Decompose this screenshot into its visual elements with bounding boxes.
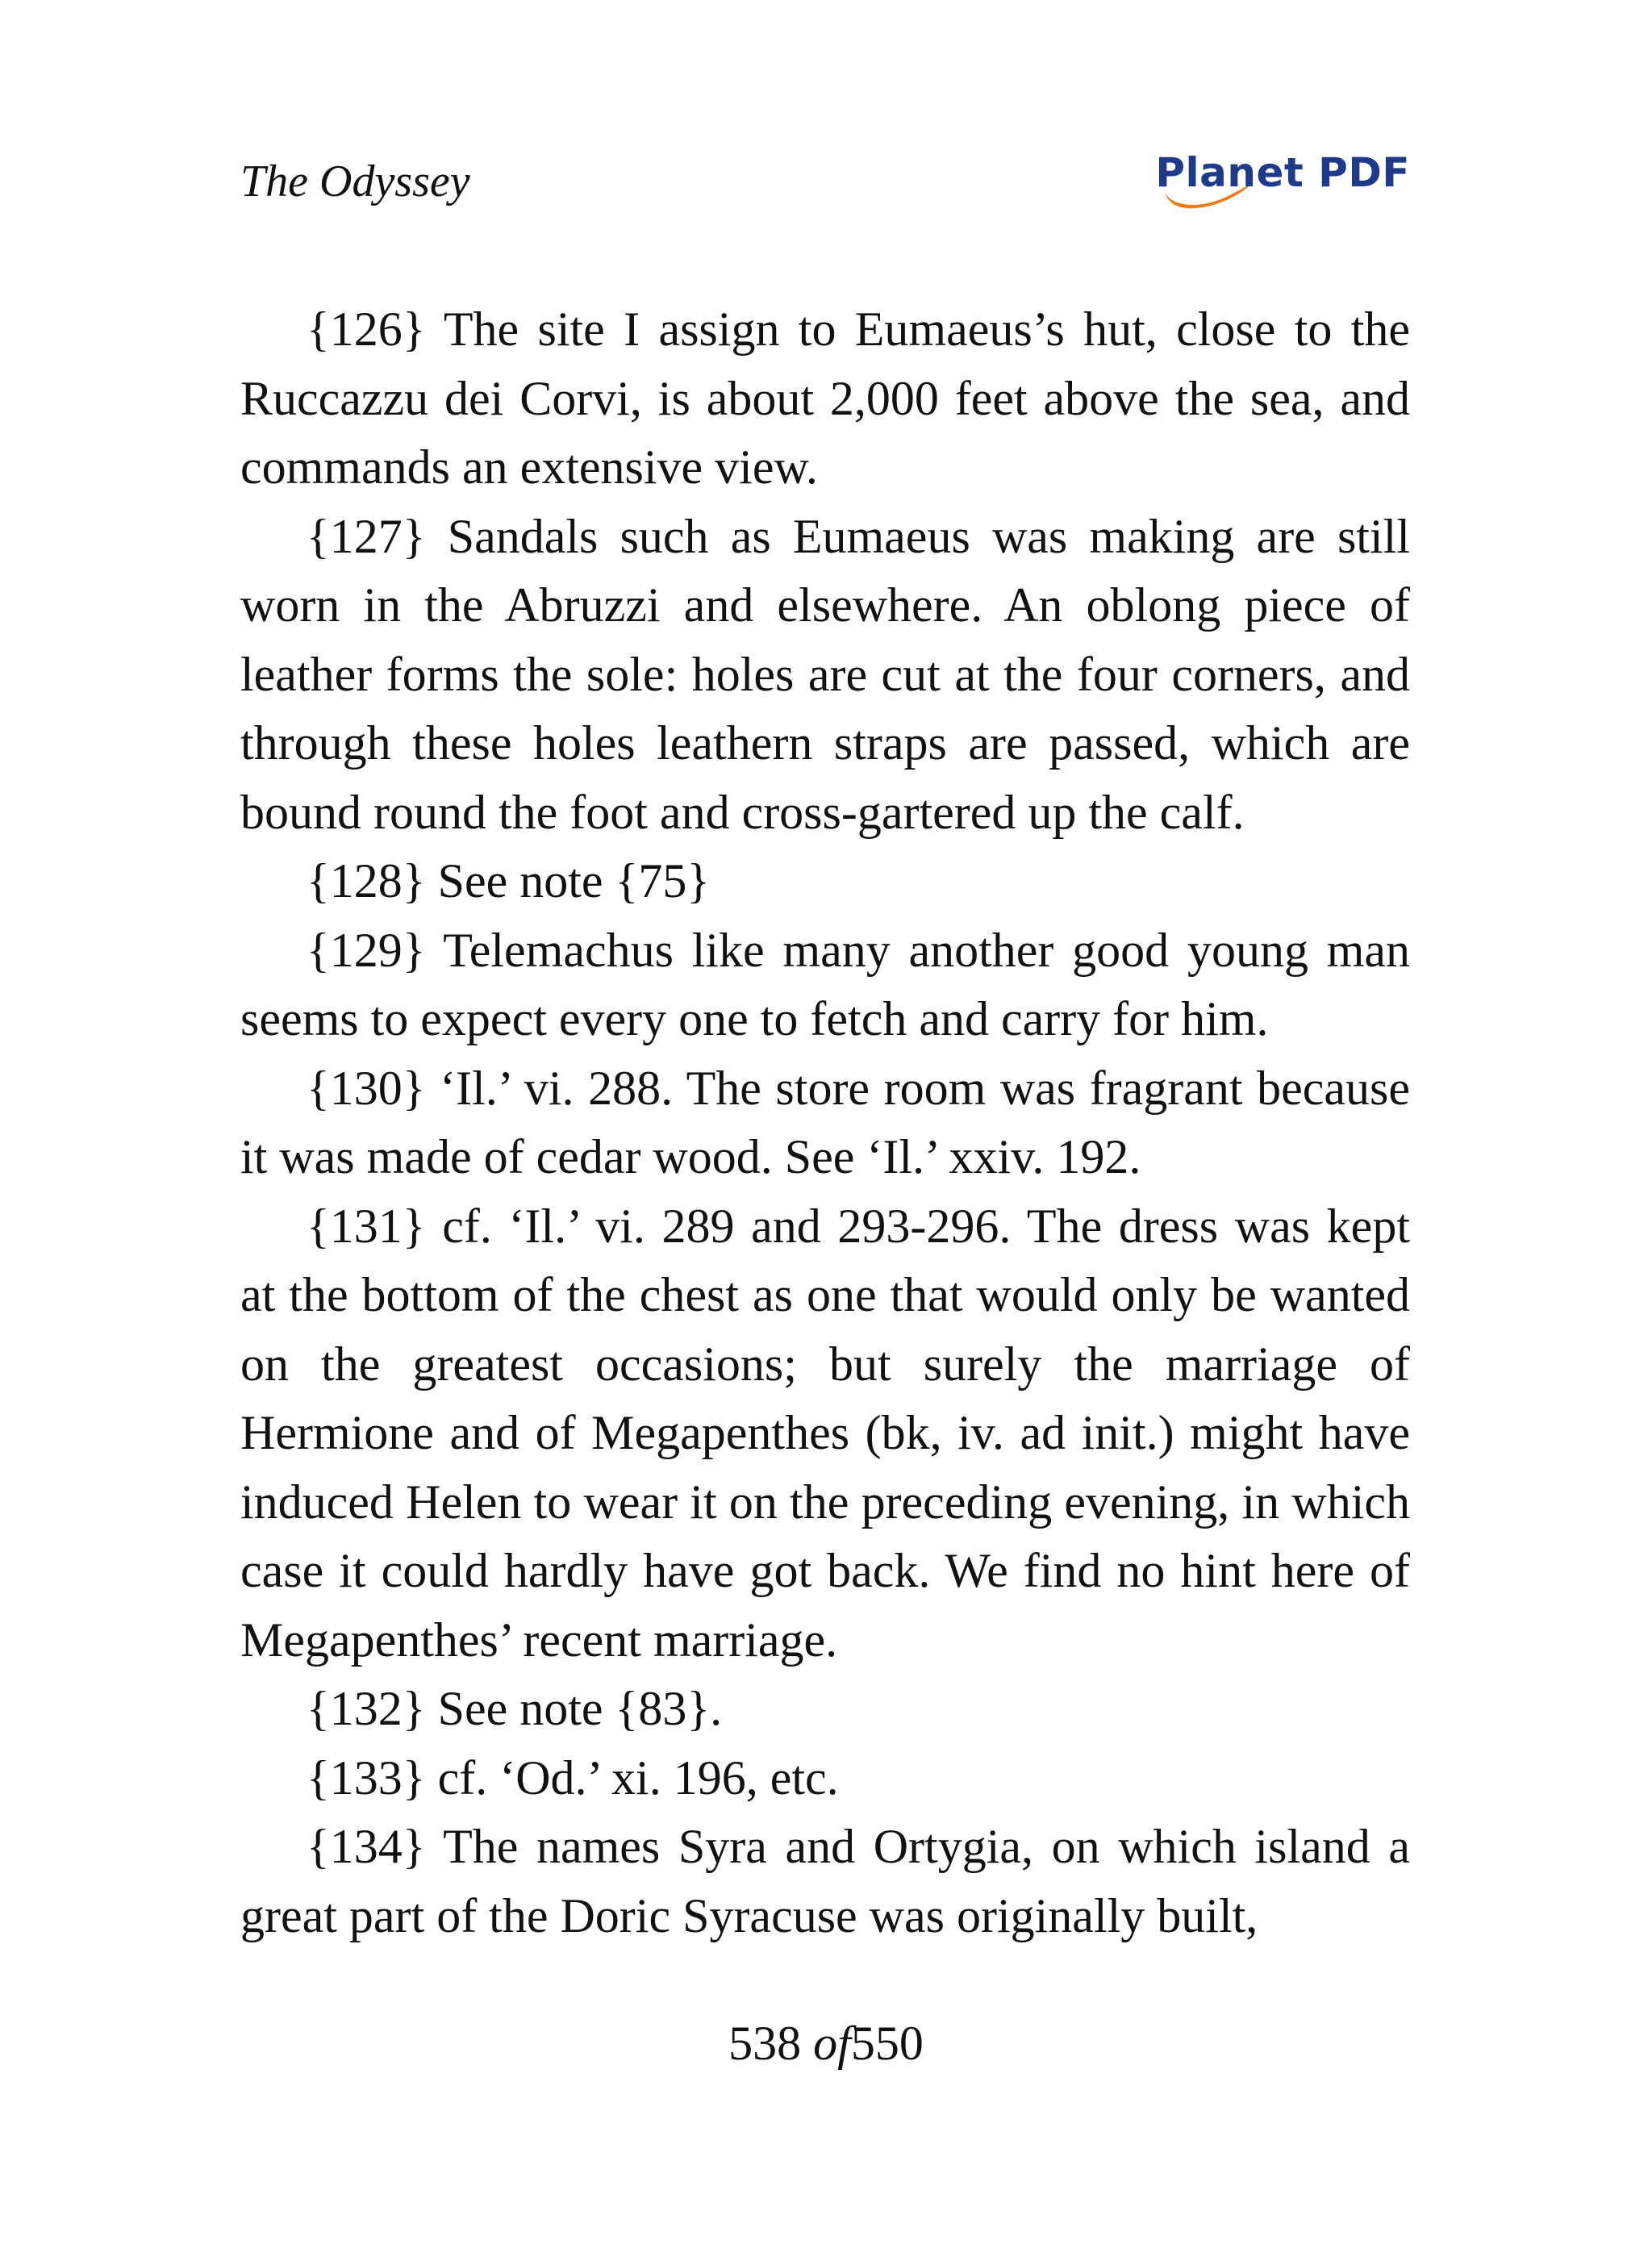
note-126: {126} The site I assign to Eumaeus’s hut, close to the Ruccazzu dei Corvi, is about 2,000 feet above the sea, and commands an extensive view. — [240, 302, 1410, 494]
page-number — [0, 2015, 1652, 2072]
note-130: {130} ‘Il.’ vi. 288. The store room was fragrant because it was made of cedar wood. See ‘Il.’ xxiv. 192. — [240, 1061, 1410, 1183]
planet-pdf-logo — [1155, 145, 1410, 218]
note-132: {132} See note {83}. — [307, 1682, 723, 1735]
notes-body — [240, 295, 1410, 1951]
note-133: {133} cf. ‘Od.’ xi. 196, etc. — [307, 1750, 839, 1804]
note-129: {129} Telemachus like many another good young man seems to expect every one to fetch and carry for him. — [240, 923, 1410, 1045]
note-128: {128} See note {75} — [307, 854, 711, 907]
page-current: 538 — [728, 2017, 802, 2070]
logo-text: Planet PDF — [1155, 149, 1410, 196]
book-title: The Odyssey — [240, 156, 470, 207]
page-of-word: of — [813, 2017, 851, 2070]
note-131: {131} cf. ‘Il.’ vi. 289 and 293-296. The dress was kept at the bottom of the chest as one that would only be wanted on the greatest occasions; but surely the marriage of Hermione and of Megapenthes (bk, iv. ad init.) might have induced Helen to wear it on the preceding evening, in which case it could hardly have got back. We find no hint here of Megapenthes’ recent marriage. — [240, 1199, 1410, 1667]
note-127: {127} Sandals such as Eumaeus was making are still worn in the Abruzzi and elsewhere. An oblong piece of leather forms the sole: holes are cut at the four corners, and through these holes leathern straps are passed, which are bound round the foot and cross-gartered up the calf. — [240, 509, 1410, 839]
note-134: {134} The names Syra and Ortygia, on which island a great part of the Doric Syracuse was originally built, — [240, 1820, 1410, 1942]
page-header — [240, 145, 1410, 218]
page-total: 550 — [850, 2017, 924, 2070]
